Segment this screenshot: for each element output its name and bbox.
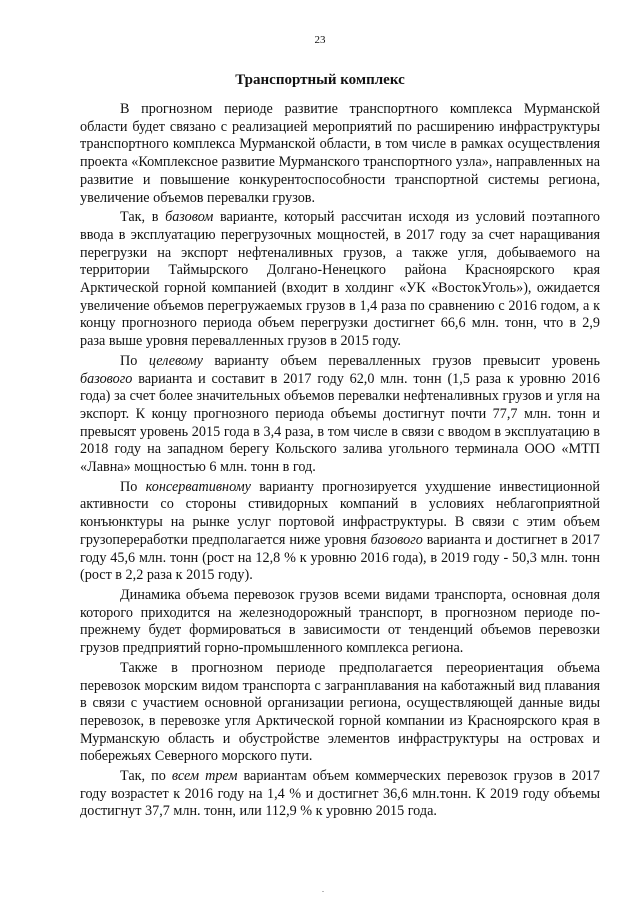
body-text (80, 101, 600, 823)
paragraph-3-emphasis-2: базового (80, 370, 133, 387)
paragraph-3-text-end: варианта и составит в 2017 году 62,0 млн. тонн (1,5 раза к уровню 2016 года) за счет более значительных объемов перевалки нефтеналивных грузов и угля на экспорт. К концу прогнозного периода объемы достигнут почти 77,7 млн. тонн и превысят уровень 2015 года в 3,4 раза, в том числе в связи с вводом в эксплуатацию в 2018 году на западном берегу Кольского залива угольного терминала ООО «МТП «Лавна» мощностью 6 млн. тонн в год. (80, 370, 600, 476)
paragraph-7-emphasis: всем трем (171, 768, 238, 785)
paragraph-3-text-start: По (120, 352, 149, 369)
paragraph-2 (80, 209, 600, 351)
paragraph-4-text-start: По (120, 478, 146, 495)
paragraph-5: Динамика объема перевозок грузов всеми видами транспорта, основная доля которого приходится на железнодорожный транспорт, в прогнозном периоде по-прежнему будет формироваться в зависимости от тенденций объемов перевозки грузов предприятий горно-промышленного комплекса региона. (80, 586, 600, 657)
paragraph-7 (80, 768, 600, 821)
section-title: Транспортный комплекс (235, 72, 405, 88)
paragraph-1: В прогнозном периоде развитие транспортного комплекса Мурманской области будет связано с реализацией мероприятий по расширению инфраструктуры транспортного комплекса Мурманской области, в том числе в рамках осуществления проекта «Комплексное развитие Мурманского транспортного узла», направленных на развитие и повышение конкурентоспособности транспортной системы региона, увеличение объемов перевалки грузов. (80, 101, 600, 206)
paragraph-2-emphasis: базовом (165, 209, 214, 226)
paragraph-4-emphasis-2: базового (370, 531, 423, 548)
paragraph-4 (80, 479, 600, 585)
paragraph-3 (80, 353, 600, 477)
paragraph-4-text-middle: варианту прогнозируется ухудшение инвестиционной активности со стороны стивидорных компаний в условиях неблагоприятной конъюнктуры на рынке услуг портовой инфраструктуры. В связи с этим объем грузопереработки предполагается ниже уровня (80, 478, 600, 548)
paragraph-6: Также в прогнозном периоде предполагается переориентация объема перевозок морским видом транспорта с загранплавания на каботажный вид плавания в связи с участием основной организации региона, осуществляющей данные виды перевозок, в перевозке угля Арктической горной компании из Красноярского края в Мурманскую область и обустройстве элементов инфраструктуры на островах и побережьях Северного морского пути. (80, 659, 600, 765)
paragraph-2-text-start: Так, в (120, 209, 166, 226)
paragraph-3-text-middle: варианту объем перевалленных грузов превысит уровень (202, 352, 600, 369)
page-number: 23 (314, 34, 326, 46)
paragraph-7-text-end: вариантам объем коммерческих перевозок грузов в 2017 году возрастет к 2016 году на 1,4 % и достигнет 36,6 млн.тонн. К 2019 году объемы достигнут 37,7 млн. тонн, или 112,9 % к уровню 2015 года. (80, 768, 600, 820)
paragraph-2-text-end: варианте, который рассчитан исходя из условий поэтапного ввода в эксплуатацию перегрузочных мощностей, в 2017 году за счет наращивания перегрузки на экспорт нефтеналивных грузов, а также угля, добываемого на территории Таймырского Долгано-Ненецкого района Красноярского края Арктической горной компанией (входит в холдинг «УК «ВостокУголь»), ожидается увеличение объемов перегружаемых грузов в 1,4 раза по сравнению с 2016 годом, а к концу прогнозного периода объем перегрузки достигнет 66,6 млн. тонн, что в 2,9 раза выше уровня перевалленных грузов в 2015 году. (80, 209, 601, 350)
paragraph-4-text-end: варианта и достигнет в 2017 году 45,6 млн. тонн (рост на 12,8 % к уровню 2016 года), в 2019 году - 50,3 млн. тонн (рост в 2,2 раза к 2015 году). (80, 531, 600, 584)
footer-mark: . (322, 885, 324, 894)
paragraph-3-emphasis: целевому (148, 352, 203, 369)
paragraph-7-text-start: Так, по (120, 768, 172, 785)
paragraph-4-emphasis: консервативному (145, 478, 251, 495)
